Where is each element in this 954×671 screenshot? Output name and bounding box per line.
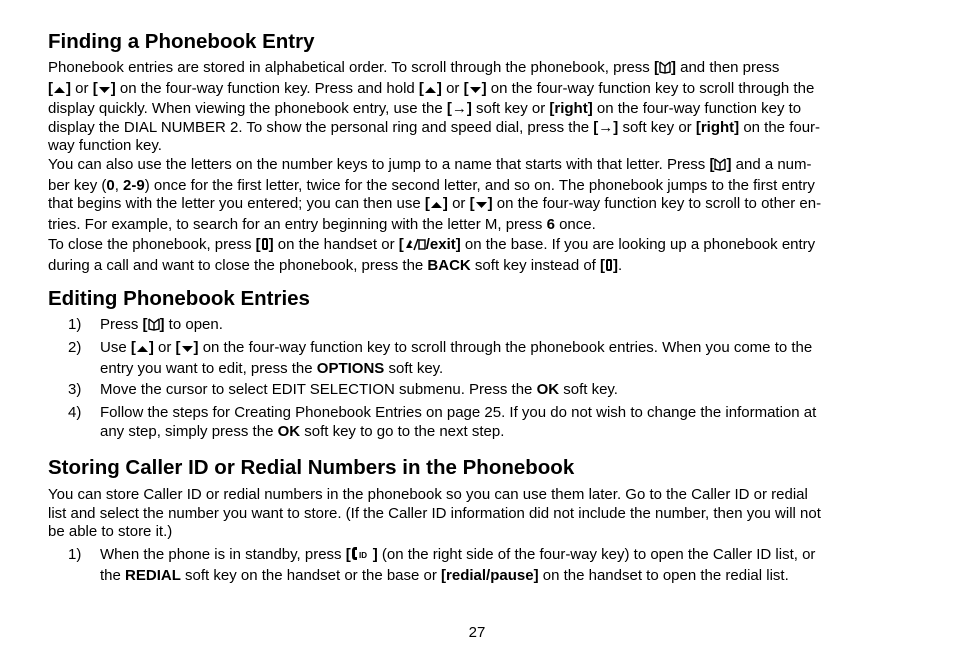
down-arrow-icon [181, 341, 194, 360]
up-arrow-icon [136, 341, 149, 360]
down-arrow-icon [98, 82, 111, 101]
manual-page: Finding a Phonebook Entry Phonebook entries are stored in alphabetical order. To scroll through the phonebook, press [ ] and then press [ ] or [ ] on the four-way function key. Press and hold [ ] or [ ] on the four-way function key to scroll through the display quickly. When viewing the phonebook entry, use the [→] soft key or [right] on the four-way function key to display the DIAL NUMBER 2. To show the personal ring and speed dial, press the [→] soft key or [right] on the four- way function key. You can also use the letters on the number keys to jump to a name that starts with that letter. Press [ ] and a num- ber key (0, 2-9) once for the first letter, twice for the second letter, and so on. The phonebook jumps to the first entry that begins with the letter you entered; you can then use [ ] or [ ] on the four-way function key to scroll to other en- tries. For example, to search for an entry beginning with the letter M, press 6 once. To close the phonebook, press [ ] on the handset or [ /exit] on the base. If you are looking up a phonebook entry during a call and want to close the phonebook, press the BACK soft key instead of [ ]. Editing Phonebook Entries 1) Press [ ] to open. 2) Use [ ] or [ ] on the four-way function key to scroll through the phonebook entries. When you come to the entry you want to edit, press the OPTIONS soft key. 3) Move the cursor to select EDIT SELECTION submenu. Press the OK soft key. 4) Follow the steps for Creating Phonebook Entries on page 25. If you do not wish to change the information at any step, simply press the OK soft key to go to the next step. Storing Caller ID or Redial Numbers in the Phonebook You can store Caller ID or redial numbers in the phonebook so you can use them later. Go to the Caller ID or redial list and select the number you want to store. (If the Caller ID information did not include the number, then you will not be able to store it.) 1) When the phone is in standby, press [ ID ] (on the right side of the four-way key) to open the Caller ID list, or the REDIAL soft key on the handset or the base or [redial/pause] on the handset to open the redial list. 27 [0, 0, 954, 671]
storing-paragraph: You can store Caller ID or redial numbers in the phonebook so you can use them later. Go to the Caller ID or redial list and select the number you want to store. (If the Caller ID information did not include the number, then you will not be able to store it.) [48, 486, 821, 541]
talk-flash-icon [404, 238, 426, 257]
phonebook-icon [714, 158, 726, 177]
end-call-icon [605, 258, 613, 278]
down-arrow-icon [469, 82, 482, 101]
up-arrow-icon [53, 82, 66, 101]
finding-paragraph-2: You can also use the letters on the number keys to jump to a name that starts with that letter. Press [ ] and a num- ber key (0, 2-9) once for the first letter, twice for the second letter, and so on. The phonebook jumps to the first entry that begins with the letter you entered; you can then use [ ] or [ ] on the four-way function key to scroll to other en- tries. For example, to search for an entry beginning with the letter M, press 6 once. [48, 156, 822, 233]
phonebook-icon [659, 61, 671, 80]
finding-paragraph-1: Phonebook entries are stored in alphabetical order. To scroll through the phonebook, press [ ] and then press [ ] or [ ] on the four-way function key. Press and hold [ ] or [ ] on the four-way function key to scroll through the display quickly. When viewing the phonebook entry, use the [→] soft key or [right] on the four-way function key to display the DIAL NUMBER 2. To show the personal ring and speed dial, press the [→] soft key or [right] on the four- way function key. [48, 59, 821, 155]
section-title-storing: Storing Caller ID or Redial Numbers in the Phonebook [48, 456, 575, 479]
up-arrow-icon [430, 197, 443, 216]
up-arrow-icon [424, 82, 437, 101]
phonebook-icon [148, 318, 160, 337]
section-title-editing: Editing Phonebook Entries [48, 287, 310, 310]
page-number: 27 [468, 624, 486, 641]
end-call-icon [261, 237, 269, 257]
down-arrow-icon [475, 197, 488, 216]
section-title-finding: Finding a Phonebook Entry [48, 30, 315, 53]
caller-id-icon [351, 546, 373, 567]
finding-paragraph-3: To close the phonebook, press [ ] on the handset or [ /exit] on the base. If you are looking up a phonebook entry during a call and want to close the phonebook, press the BACK soft key instead of [ ]. [48, 236, 910, 277]
svg-text:ID: ID [358, 551, 367, 560]
